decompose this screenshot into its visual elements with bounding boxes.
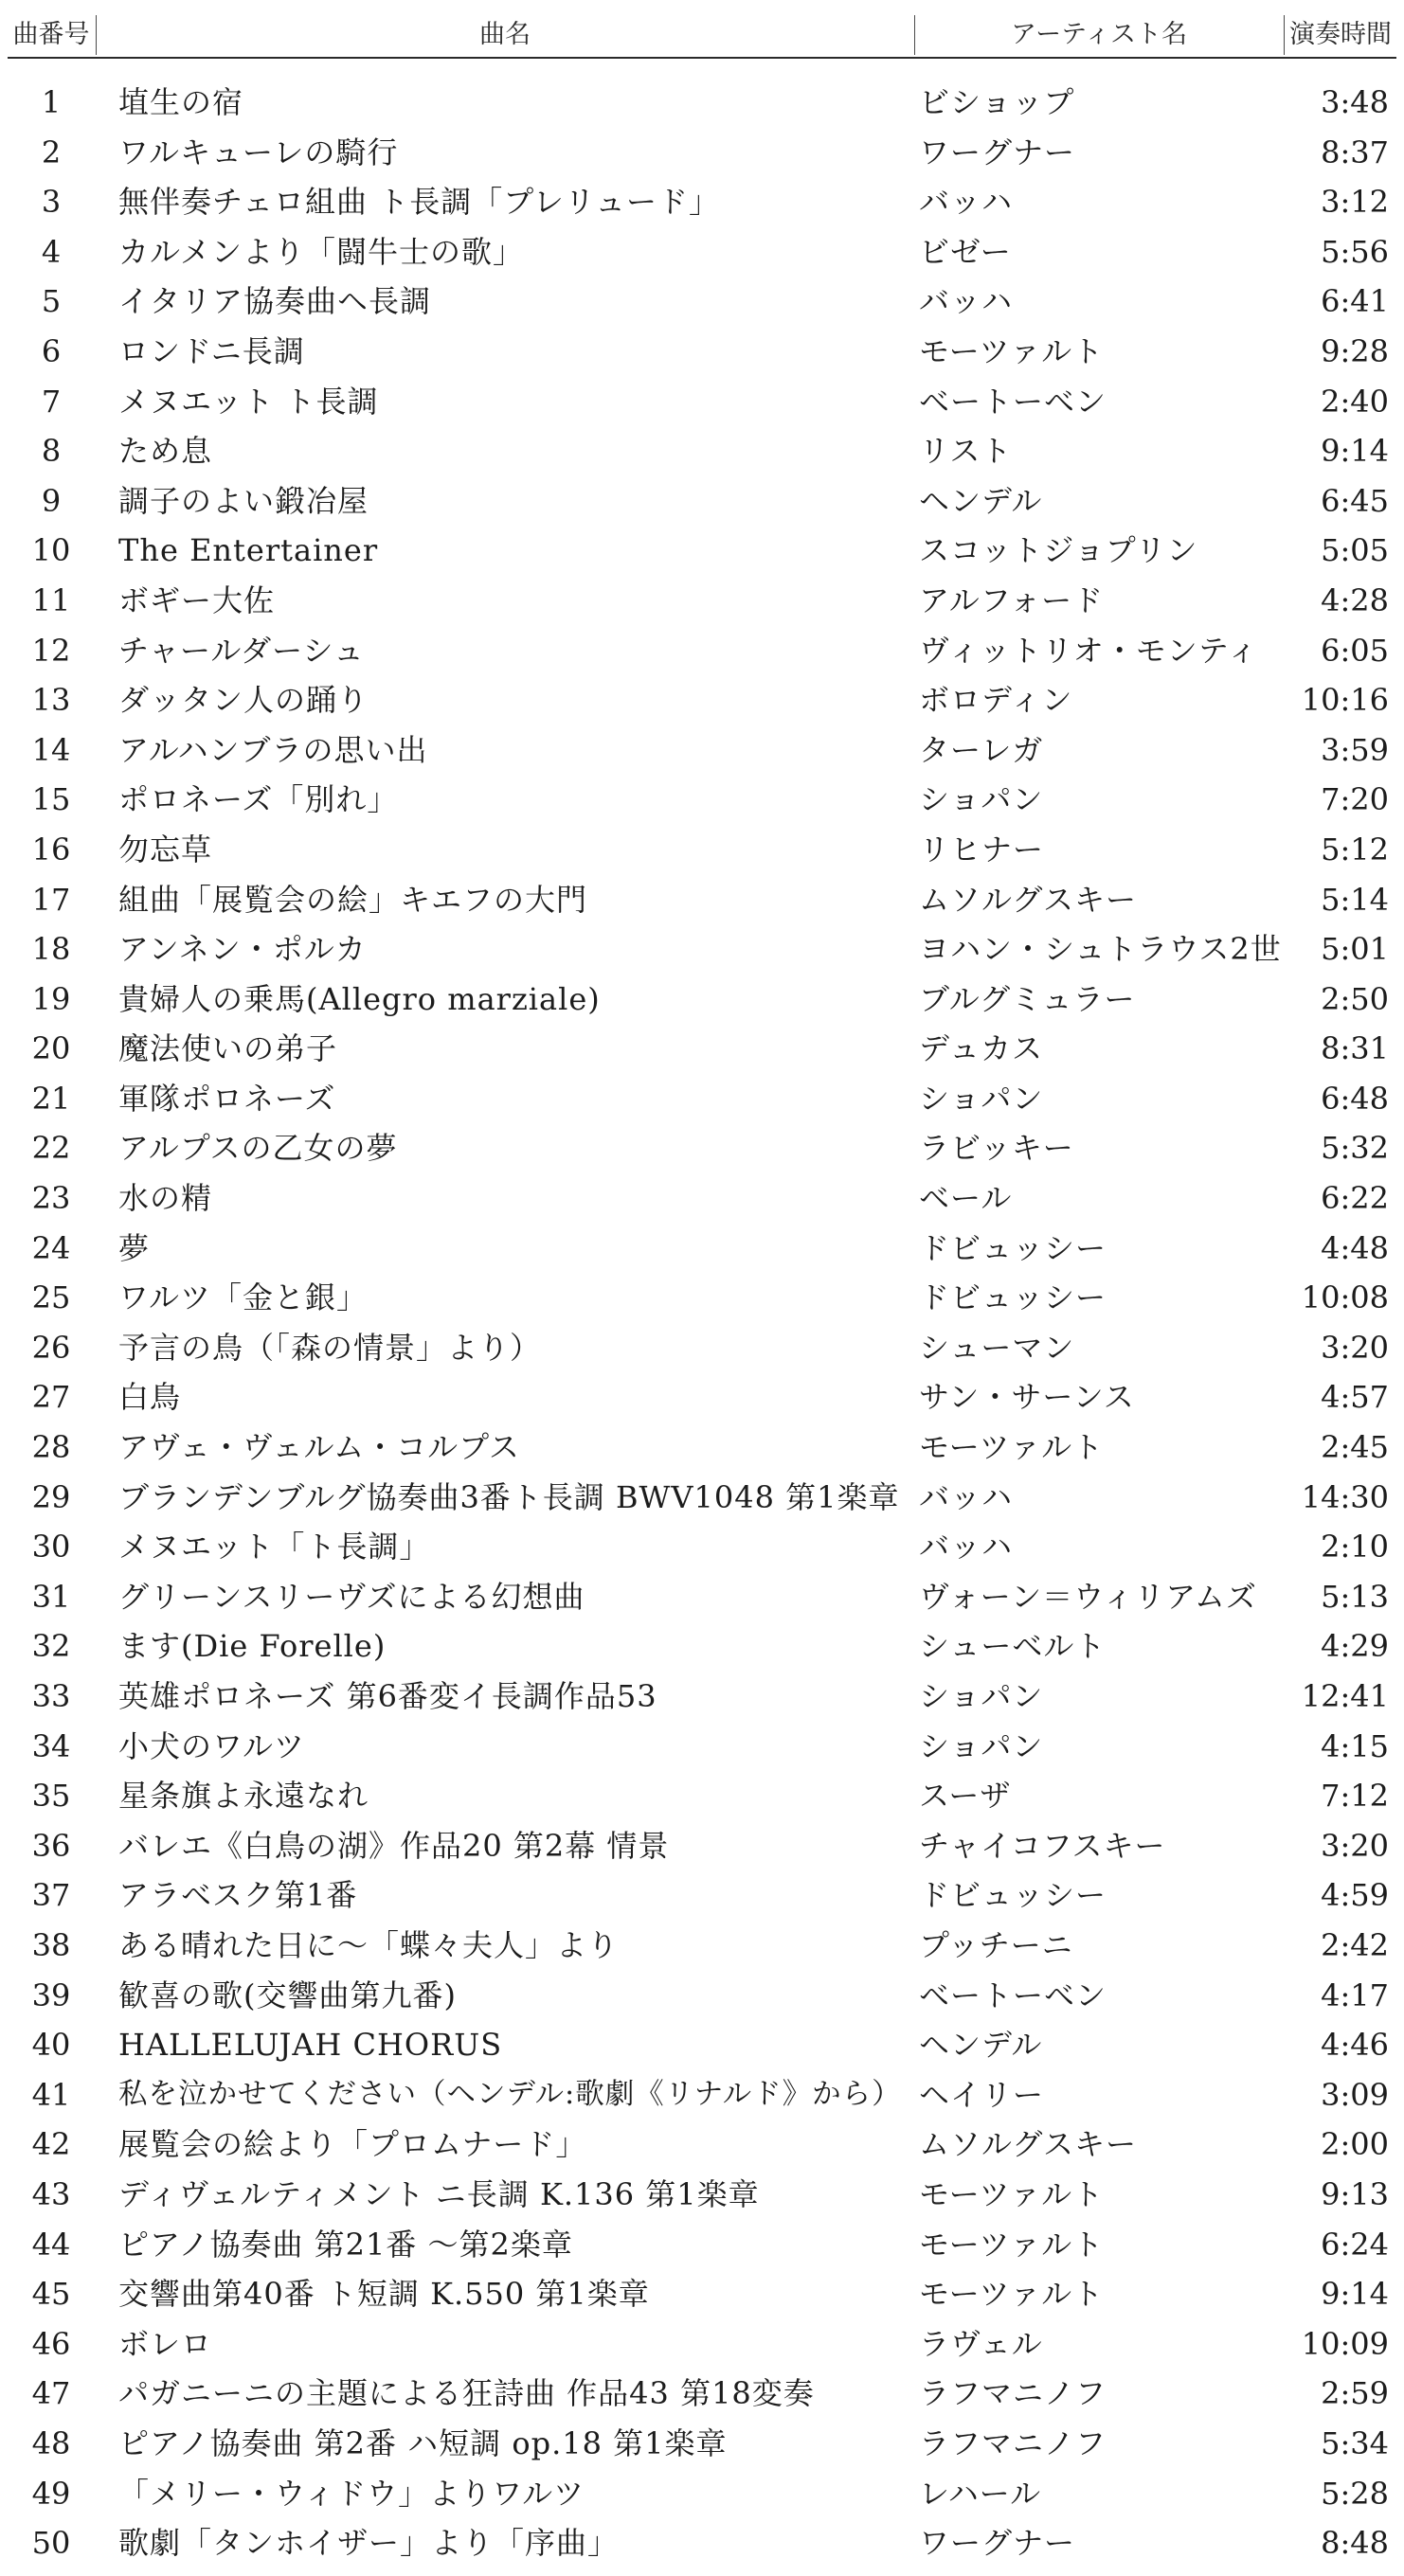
- song-title: ピアノ協奏曲 第2番 ハ短調 op.18 第1楽章: [118, 2424, 728, 2461]
- song-number: 33: [31, 1678, 71, 1714]
- song-artist: ヴォーン＝ウィリアムズ: [919, 1578, 1257, 1615]
- table-row: [8, 277, 1396, 327]
- song-title: ため息: [118, 433, 213, 470]
- song-number: 8: [41, 433, 62, 470]
- song-artist: ラヴェル: [919, 2325, 1043, 2362]
- song-duration: 2:00: [1321, 2126, 1389, 2163]
- song-duration: 9:14: [1321, 433, 1389, 470]
- song-title: バレエ《白鳥の湖》作品20 第2幕 情景: [118, 1827, 670, 1864]
- song-artist: ビショップ: [919, 84, 1075, 120]
- song-title: 埴生の宿: [118, 84, 244, 120]
- song-artist: ブルグミュラー: [919, 980, 1136, 1017]
- song-title: 無伴奏チェロ組曲 ト長調「プレリュード」: [118, 184, 720, 221]
- song-duration: 2:42: [1321, 1926, 1389, 1963]
- song-title: 組曲「展覧会の絵」キエフの大門: [118, 881, 588, 918]
- song-number: 26: [31, 1329, 71, 1366]
- song-number: 50: [31, 2525, 71, 2562]
- table-row: [8, 1921, 1396, 1971]
- song-title: 魔法使いの弟子: [118, 1030, 338, 1067]
- song-number: 49: [31, 2475, 71, 2512]
- table-row: [8, 1372, 1396, 1422]
- song-title: パガニーニの主題による狂詩曲 作品43 第18変奏: [118, 2375, 815, 2412]
- song-duration: 10:16: [1301, 682, 1389, 719]
- song-title: 水の精: [118, 1180, 213, 1217]
- table-row: [8, 2269, 1396, 2319]
- song-number: 22: [31, 1130, 71, 1167]
- song-artist: ドビュッシー: [919, 1279, 1107, 1316]
- song-title: アルハンブラの思い出: [118, 731, 428, 768]
- song-artist: ビゼー: [919, 233, 1012, 270]
- table-row: [8, 1422, 1396, 1473]
- song-number: 46: [31, 2325, 71, 2362]
- song-duration: 2:59: [1321, 2375, 1389, 2412]
- song-duration: 3:20: [1321, 1827, 1389, 1864]
- table-row: [8, 526, 1396, 576]
- song-duration: 3:59: [1321, 731, 1389, 768]
- song-title: 星条旗よ永遠なれ: [118, 1778, 369, 1815]
- song-title: 歓喜の歌(交響曲第九番): [118, 1977, 457, 2013]
- song-title: ポロネーズ「別れ」: [118, 781, 399, 818]
- song-duration: 7:12: [1321, 1778, 1389, 1815]
- table-row: [8, 924, 1396, 975]
- song-artist: ヨハン・シュトラウス2世: [919, 931, 1282, 968]
- song-number: 48: [31, 2424, 71, 2461]
- song-duration: 8:37: [1321, 134, 1389, 170]
- song-title: 貴婦人の乗馬(Allegro marziale): [118, 980, 601, 1017]
- song-artist: ドビュッシー: [919, 1229, 1107, 1266]
- song-duration: 3:12: [1321, 184, 1389, 221]
- song-number: 21: [31, 1080, 71, 1117]
- song-title: ロンドニ長調: [118, 332, 305, 369]
- table-row: [8, 476, 1396, 527]
- song-number: 15: [31, 781, 71, 818]
- song-duration: 6:24: [1321, 2226, 1389, 2263]
- song-duration: 5:13: [1321, 1578, 1389, 1615]
- song-title: 歌劇「タンホイザー」より「序曲」: [118, 2525, 620, 2562]
- table-row: [8, 1323, 1396, 1373]
- table-row: [8, 775, 1396, 825]
- song-title: グリーンスリーヴズによる幻想曲: [118, 1578, 585, 1615]
- song-number: 25: [31, 1279, 71, 1316]
- table-row: [8, 725, 1396, 776]
- song-artist: リスト: [919, 433, 1013, 470]
- song-number: 27: [31, 1379, 71, 1416]
- song-artist: ヘイリー: [919, 2076, 1045, 2113]
- table-row: [8, 1771, 1396, 1821]
- table-row: [8, 2469, 1396, 2519]
- song-artist: バッハ: [919, 283, 1014, 320]
- song-title: ある晴れた日に〜「蝶々夫人」より: [118, 1926, 620, 1963]
- song-duration: 5:34: [1321, 2424, 1389, 2461]
- song-duration: 5:28: [1321, 2475, 1389, 2512]
- song-duration: 4:28: [1321, 581, 1389, 618]
- song-number: 28: [31, 1429, 71, 1466]
- song-title: ブランデンブルグ協奏曲3番ト長調 BWV1048 第1楽章: [118, 1478, 900, 1515]
- table-row: [8, 576, 1396, 626]
- song-title: イタリア協奏曲ヘ長調: [118, 283, 432, 320]
- song-number: 24: [31, 1229, 71, 1266]
- song-artist: リヒナー: [919, 831, 1045, 868]
- song-artist: ラビッキー: [919, 1130, 1074, 1167]
- song-number: 1: [41, 84, 62, 120]
- song-artist: モーツァルト: [919, 2226, 1105, 2263]
- table-header: [8, 13, 1396, 59]
- song-duration: 5:05: [1321, 532, 1389, 569]
- song-title: 白鳥: [118, 1379, 182, 1416]
- song-number: 16: [31, 831, 71, 868]
- song-artist: ベートーベン: [919, 1977, 1107, 2013]
- song-artist: プッチーニ: [919, 1926, 1073, 1963]
- table-row: [8, 1522, 1396, 1572]
- table-row: [8, 78, 1396, 128]
- song-number: 34: [31, 1727, 71, 1764]
- song-number: 14: [31, 731, 71, 768]
- song-artist: バッハ: [919, 1478, 1014, 1515]
- song-title: 軍隊ポロネーズ: [118, 1080, 336, 1117]
- song-duration: 5:56: [1321, 233, 1389, 270]
- song-duration: 6:41: [1321, 283, 1389, 320]
- song-title: ピアノ協奏曲 第21番 〜第2楽章: [118, 2226, 573, 2263]
- table-row: [8, 2419, 1396, 2469]
- song-title: アンネン・ポルカ: [118, 931, 367, 968]
- song-duration: 14:30: [1301, 1478, 1389, 1515]
- song-number: 35: [31, 1778, 71, 1815]
- table-row: [8, 1672, 1396, 1722]
- song-table-body: [8, 78, 1396, 2568]
- table-row: [8, 626, 1396, 676]
- table-row: [8, 2518, 1396, 2568]
- song-duration: 2:45: [1321, 1429, 1389, 1466]
- song-duration: 10:09: [1301, 2325, 1389, 2362]
- song-title: 「メリー・ウィドウ」よりワルツ: [118, 2475, 585, 2512]
- song-number: 3: [41, 184, 62, 221]
- table-row: [8, 825, 1396, 875]
- song-number: 9: [41, 482, 62, 519]
- header-number: 曲番号: [12, 20, 90, 49]
- song-number: 30: [31, 1529, 71, 1565]
- song-number: 45: [31, 2276, 71, 2313]
- table-row: [8, 875, 1396, 925]
- song-title: HALLELUJAH CHORUS: [118, 2027, 503, 2064]
- song-artist: ヴィットリオ・モンティ: [919, 632, 1259, 669]
- song-number: 44: [31, 2226, 71, 2263]
- song-artist: シューマン: [919, 1329, 1075, 1366]
- song-duration: 6:05: [1321, 632, 1389, 669]
- song-artist: デュカス: [919, 1030, 1044, 1067]
- table-row: [8, 1024, 1396, 1074]
- song-title: メヌエット「ト長調」: [118, 1529, 431, 1565]
- table-row: [8, 128, 1396, 178]
- song-number: 42: [31, 2126, 71, 2163]
- song-number: 18: [31, 931, 71, 968]
- song-duration: 5:12: [1321, 831, 1389, 868]
- song-duration: 4:48: [1321, 1229, 1389, 1266]
- header-artist: アーティスト名: [1010, 20, 1188, 49]
- song-title: 交響曲第40番 ト短調 K.550 第1楽章: [118, 2276, 650, 2313]
- song-title: アラベスク第1番: [118, 1877, 358, 1914]
- table-row: [8, 2170, 1396, 2220]
- song-title: 調子のよい鍛冶屋: [118, 482, 369, 519]
- song-duration: 4:59: [1321, 1877, 1389, 1914]
- table-row: [8, 1572, 1396, 1622]
- song-duration: 2:50: [1321, 980, 1389, 1017]
- table-row: [8, 1273, 1396, 1323]
- song-duration: 6:48: [1321, 1080, 1389, 1117]
- song-artist: ベール: [919, 1180, 1013, 1217]
- song-artist: ショパン: [919, 1727, 1044, 1764]
- song-duration: 2:10: [1321, 1529, 1389, 1565]
- song-number: 43: [31, 2175, 71, 2212]
- song-number: 29: [31, 1478, 71, 1515]
- table-row: [8, 1821, 1396, 1871]
- table-row: [8, 1722, 1396, 1772]
- table-row: [8, 1173, 1396, 1224]
- table-row: [8, 975, 1396, 1025]
- table-row: [8, 1621, 1396, 1672]
- song-number: 13: [31, 682, 71, 719]
- song-artist: ムソルグスキー: [919, 881, 1138, 918]
- song-artist: ムソルグスキー: [919, 2126, 1138, 2163]
- song-title: 小犬のワルツ: [118, 1727, 306, 1764]
- song-artist: ベートーベン: [919, 383, 1107, 420]
- song-artist: ラフマニノフ: [919, 2375, 1107, 2412]
- song-number: 2: [41, 134, 62, 170]
- song-artist: モーツァルト: [919, 2276, 1105, 2313]
- song-number: 6: [41, 332, 62, 369]
- song-title: 勿忘草: [118, 831, 213, 868]
- song-title: アルプスの乙女の夢: [118, 1130, 398, 1167]
- song-artist: モーツァルト: [919, 2175, 1105, 2212]
- table-row: [8, 1971, 1396, 2021]
- song-duration: 5:01: [1321, 931, 1389, 968]
- song-title: メヌエット ト長調: [118, 383, 379, 420]
- song-artist: アルフォード: [919, 581, 1105, 618]
- song-number: 11: [31, 581, 71, 618]
- song-number: 38: [31, 1926, 71, 1963]
- song-title: The Entertainer: [118, 532, 379, 569]
- table-row: [8, 2120, 1396, 2170]
- song-duration: 4:29: [1321, 1628, 1389, 1665]
- table-row: [8, 327, 1396, 377]
- song-title: 展覧会の絵より「プロムナード」: [118, 2126, 587, 2163]
- table-row: [8, 426, 1396, 476]
- song-number: 41: [31, 2076, 71, 2113]
- header-title: 曲名: [479, 20, 531, 49]
- song-number: 37: [31, 1877, 71, 1914]
- table-row: [8, 1473, 1396, 1523]
- song-title: ワルツ「金と銀」: [118, 1279, 369, 1316]
- table-row: [8, 227, 1396, 277]
- table-row: [8, 1074, 1396, 1124]
- song-artist: シューベルト: [919, 1628, 1107, 1665]
- song-title: 英雄ポロネーズ 第6番変イ長調作品53: [118, 1678, 657, 1714]
- song-artist: ワーグナー: [919, 134, 1076, 170]
- song-title: ボレロ: [118, 2325, 213, 2362]
- song-duration: 2:40: [1321, 383, 1389, 420]
- song-artist: ターレガ: [919, 731, 1044, 768]
- song-artist: モーツァルト: [919, 1429, 1105, 1466]
- table-row: [8, 1123, 1396, 1173]
- song-artist: ヘンデル: [919, 482, 1043, 519]
- song-duration: 4:46: [1321, 2027, 1389, 2064]
- table-row: [8, 2369, 1396, 2419]
- song-duration: 10:08: [1301, 1279, 1389, 1316]
- song-duration: 4:17: [1321, 1977, 1389, 2013]
- song-title: 予言の鳥（「森の情景」より）: [118, 1329, 542, 1366]
- song-duration: 6:22: [1321, 1180, 1389, 1217]
- table-row: [8, 2020, 1396, 2070]
- song-duration: 3:09: [1321, 2076, 1389, 2113]
- song-number: 19: [31, 980, 71, 1017]
- song-title: 夢: [118, 1229, 151, 1266]
- song-duration: 8:31: [1321, 1030, 1389, 1067]
- song-duration: 8:48: [1321, 2525, 1389, 2562]
- song-artist: ドビュッシー: [919, 1877, 1107, 1914]
- table-row: [8, 2319, 1396, 2370]
- song-artist: ショパン: [919, 1080, 1044, 1117]
- song-duration: 5:14: [1321, 881, 1389, 918]
- song-title: ワルキューレの騎行: [118, 134, 399, 170]
- song-artist: レハール: [919, 2475, 1042, 2512]
- song-duration: 9:13: [1321, 2175, 1389, 2212]
- song-number: 20: [31, 1030, 71, 1067]
- song-artist: サン・サーンス: [919, 1379, 1135, 1416]
- song-number: 47: [31, 2375, 71, 2412]
- song-number: 12: [31, 632, 71, 669]
- header-duration: 演奏時間: [1289, 20, 1392, 49]
- song-duration: 3:20: [1321, 1329, 1389, 1366]
- song-number: 17: [31, 881, 71, 918]
- song-duration: 3:48: [1321, 84, 1389, 120]
- song-artist: ヘンデル: [919, 2027, 1043, 2064]
- song-title: 私を泣かせてください（ヘンデル:歌劇《リナルド》から）: [118, 2077, 902, 2111]
- song-number: 4: [41, 233, 62, 270]
- song-number: 40: [31, 2027, 71, 2064]
- song-duration: 12:41: [1301, 1678, 1389, 1714]
- table-row: [8, 2220, 1396, 2270]
- song-number: 7: [41, 383, 62, 420]
- song-duration: 9:28: [1321, 332, 1389, 369]
- song-artist: ボロディン: [919, 682, 1073, 719]
- song-title: ます(Die Forelle): [118, 1628, 387, 1665]
- song-number: 39: [31, 1977, 71, 2013]
- song-duration: 9:14: [1321, 2276, 1389, 2313]
- table-row: [8, 377, 1396, 427]
- song-number: 23: [31, 1180, 71, 1217]
- song-artist: ショパン: [919, 1678, 1044, 1714]
- table-row: [8, 177, 1396, 227]
- song-artist: スーザ: [919, 1778, 1012, 1815]
- song-title: ボギー大佐: [118, 581, 276, 618]
- song-artist: モーツァルト: [919, 332, 1105, 369]
- song-number: 32: [31, 1628, 71, 1665]
- song-number: 5: [41, 283, 62, 320]
- song-number: 10: [31, 532, 71, 569]
- table-row: [8, 1224, 1396, 1274]
- table-row: [8, 675, 1396, 725]
- table-row: [8, 1870, 1396, 1921]
- song-title: カルメンより「闘牛士の歌」: [118, 233, 525, 270]
- song-artist: バッハ: [919, 184, 1014, 221]
- song-title: チャールダーシュ: [118, 632, 365, 669]
- song-artist: ラフマニノフ: [919, 2424, 1107, 2461]
- song-number: 36: [31, 1827, 71, 1864]
- song-duration: 5:32: [1321, 1130, 1389, 1167]
- song-number: 31: [31, 1578, 71, 1615]
- song-artist: ショパン: [919, 781, 1044, 818]
- table-row: [8, 2070, 1396, 2120]
- song-duration: 7:20: [1321, 781, 1389, 818]
- song-artist: ワーグナー: [919, 2525, 1076, 2562]
- song-duration: 4:57: [1321, 1379, 1389, 1416]
- song-title: アヴェ・ヴェルム・コルプス: [118, 1429, 520, 1466]
- song-artist: チャイコフスキー: [919, 1827, 1166, 1864]
- song-duration: 4:15: [1321, 1727, 1389, 1764]
- song-artist: バッハ: [919, 1529, 1014, 1565]
- song-artist: スコットジョプリン: [919, 532, 1198, 569]
- song-title: ディヴェルティメント ニ長調 K.136 第1楽章: [118, 2175, 760, 2212]
- song-duration: 6:45: [1321, 482, 1389, 519]
- song-title: ダッタン人の踊り: [118, 682, 369, 719]
